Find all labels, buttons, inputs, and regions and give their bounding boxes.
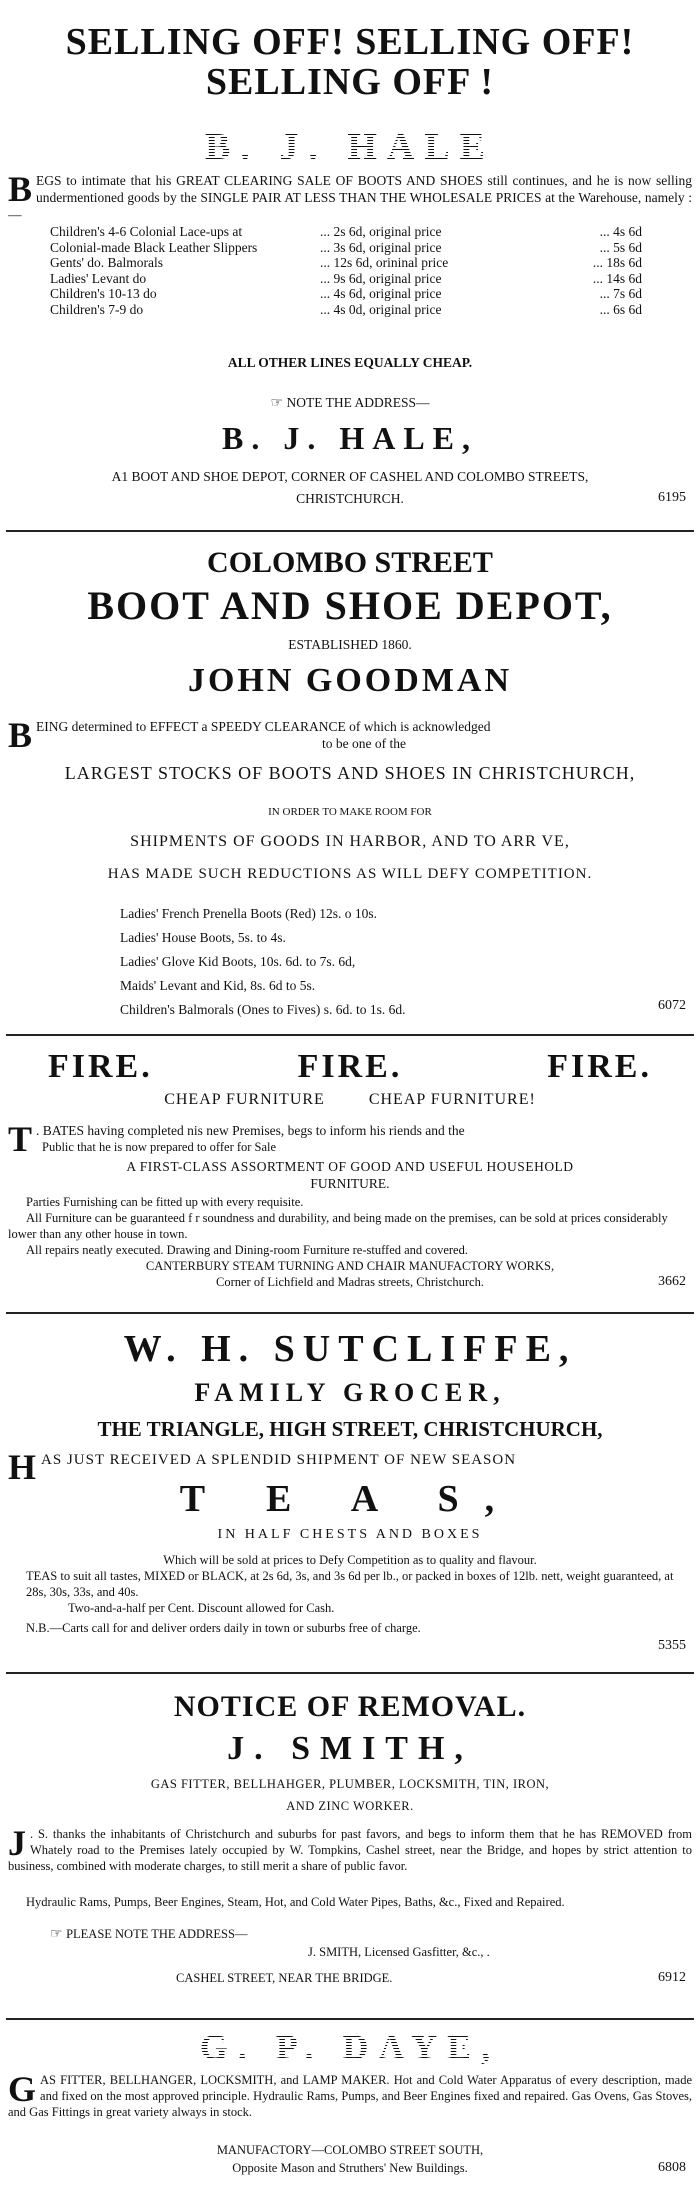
goodman-advert: [0, 534, 700, 1034]
goodman-name: JOHN GOODMAN: [187, 662, 513, 699]
goodman-dropcap: B: [8, 715, 33, 755]
sutcliffe-address: THE TRIANGLE, HIGH STREET, CHRISTCHURCH,: [97, 1417, 603, 1441]
bates-line-9: Corner of Lichfield and Madras streets, Christchurch.: [216, 1275, 484, 1289]
smith-line-2: Hydraulic Rams, Pumps, Beer Engines, Steam, Hot, and Cold Water Pipes, Baths, &c., Fixed and Repaired.: [26, 1895, 565, 1909]
daye-number: 6808: [658, 2160, 686, 2175]
smith-note: ☞ PLEASE NOTE THE ADDRESS—: [50, 1927, 248, 1942]
list-item: Children's 4-6 Colonial Lace-ups at ... 2s 6d, original price ... 4s 6d: [50, 224, 642, 239]
bates-fire-row: [8, 1048, 692, 1086]
bates-cheap-row: [8, 1090, 692, 1110]
bates-cheap-2: CHEAP FURNITURE!: [368, 1091, 536, 1108]
sutcliffe-line-4: Two-and-a-half per Cent. Discount allowed for Cash.: [68, 1601, 335, 1615]
sutcliffe-line-5: N.B.—Carts call for and deliver orders daily in town or suburbs free of charge.: [26, 1621, 421, 1635]
smith-advert: [0, 1676, 700, 2016]
hale-address-1: A1 BOOT AND SHOE DEPOT, CORNER OF CASHEL AND COLOMBO STREETS,: [111, 469, 589, 484]
bates-dropcap: T: [8, 1119, 33, 1159]
bates-line-4: FURNITURE.: [310, 1176, 390, 1191]
sutcliffe-line-2: Which will be sold at prices to Defy Competition as to quality and flavour.: [163, 1553, 537, 1567]
hale-dropcap: B: [8, 169, 33, 209]
smith-trades-2: AND ZINC WORKER.: [286, 1799, 414, 1813]
hale-name: B. J. HALE,: [221, 420, 479, 456]
divider: [6, 1672, 694, 1674]
bates-number: 3662: [658, 1274, 686, 1289]
goodman-title-1: COLOMBO STREET: [207, 546, 493, 579]
sutcliffe-teas: T E A S,: [179, 1478, 521, 1520]
bates-line-5: Parties Furnishing can be fitted up with every requisite.: [26, 1195, 304, 1209]
list-item: Maids' Levant and Kid, 8s. 6d to 5s.: [120, 978, 316, 993]
goodman-line-4: IN ORDER TO MAKE ROOM FOR: [268, 806, 432, 818]
divider: [6, 1034, 694, 1036]
smith-name: J. SMITH,: [227, 1730, 473, 1767]
bates-line-6: All Furniture can be guaranteed f r soundness and durability, and being made on the premises, can be sold at prices considerably lower than any other house in town.: [8, 1211, 668, 1241]
hale-intro: BEGS to intimate that his GREAT CLEARING SALE OF BOOTS AND SHOES still continues, and he is now selling undermentioned goods by the SINGLE PAIR AT LESS THAN THE WHOLESALE PRICES at the Warehouse, namely :—: [8, 169, 692, 222]
goodman-line-3: LARGEST STOCKS OF BOOTS AND SHOES IN CHRISTCHURCH,: [64, 763, 636, 783]
sutcliffe-dropcap: H: [8, 1447, 38, 1487]
goodman-items: [120, 902, 692, 1022]
goodman-line-6: HAS MADE SUCH REDUCTIONS AS WILL DEFY COMPETITION.: [107, 866, 593, 882]
smith-sig: J. SMITH, Licensed Gasfitter, &c., .: [308, 1945, 490, 1959]
goodman-established: ESTABLISHED 1860.: [288, 637, 412, 652]
hale-number: 6195: [658, 490, 686, 505]
smith-notice: NOTICE OF REMOVAL.: [173, 1690, 527, 1723]
list-item: Ladies' House Boots, 5s. to 4s.: [120, 930, 286, 945]
hale-all-other: ALL OTHER LINES EQUALLY CHEAP.: [227, 355, 473, 370]
goodman-number: 6072: [658, 998, 686, 1013]
bates-line-7: All repairs neatly executed. Drawing and Dining-room Furniture re-stuffed and covered.: [26, 1243, 468, 1257]
hale-headline-2: SELLING OFF !: [205, 61, 495, 103]
sutcliffe-trade: FAMILY GROCER,: [194, 1378, 506, 1407]
daye-name: G. P. DAYE,: [199, 2027, 501, 2067]
divider: [6, 1312, 694, 1314]
bates-line-3: A FIRST-CLASS ASSORTMENT OF GOOD AND USEFUL HOUSEHOLD: [126, 1159, 574, 1174]
list-item: Children's 7-9 do ... 4s 0d, original price ... 6s 6d: [50, 301, 642, 317]
goodman-title-2: BOOT AND SHOE DEPOT,: [87, 583, 613, 628]
bates-fire-2: FIRE.: [297, 1048, 403, 1085]
sutcliffe-number: 5355: [658, 1638, 686, 1653]
hale-address-2: CHRISTCHURCH.: [296, 491, 404, 506]
hale-price-list: [0, 224, 700, 317]
hale-note: ☞ NOTE THE ADDRESS—: [270, 395, 430, 411]
list-item: Ladies' Glove Kid Boots, 10s. 6d. to 7s. 6d,: [120, 954, 356, 969]
bates-fire-1: FIRE.: [48, 1048, 153, 1085]
hale-advert: [0, 0, 700, 528]
daye-line-3: Opposite Mason and Struthers' New Buildings.: [232, 2161, 468, 2175]
goodman-intro: BEING determined to EFFECT a SPEEDY CLEARANCE of which is acknowledged to be one of the: [8, 715, 491, 755]
divider: [6, 2018, 694, 2020]
sutcliffe-advert: [0, 1316, 700, 1672]
daye-dropcap: G: [8, 2069, 37, 2109]
smith-number: 6912: [658, 1970, 686, 1985]
sutcliffe-chests: IN HALF CHESTS AND BOXES: [217, 1527, 483, 1542]
list-item: Ladies' Levant do ... 9s 6d, original price ... 14s 6d: [50, 270, 642, 286]
pointing-hand-icon: ☞: [50, 1927, 67, 1942]
bates-cheap-1: CHEAP FURNITURE: [164, 1091, 325, 1108]
list-item: Ladies' French Prenella Boots (Red) 12s. o 10s.: [120, 906, 378, 921]
sutcliffe-name: W. H. SUTCLIFFE,: [123, 1328, 577, 1370]
smith-trades-1: GAS FITTER, BELLHAHGER, PLUMBER, LOCKSMITH, TIN, IRON,: [150, 1777, 550, 1791]
bates-fire-3: FIRE.: [547, 1048, 652, 1085]
daye-body: GAS FITTER, BELLHANGER, LOCKSMITH, and LAMP MAKER. Hot and Cold Water Apparatus of every description, made and fixed on the most approved principle. Hydraulic Rams, Pumps, and Beer Engines fixed and repaired. Gas Ovens, Gas Stoves, and Gas Fittings in great variety always in stock.: [8, 2069, 692, 2119]
smith-dropcap: J: [8, 1823, 26, 1863]
sutcliffe-line-3: TEAS to suit all tastes, MIXED or BLACK, at 2s 6d, 3s, and 3s 6d per lb., or packed in boxes of 12lb. nett, weight guaranteed, at 28s, 30s, 33s, and 40s.: [26, 1569, 674, 1599]
list-item: Children's Balmorals (Ones to Fives) s. 6d. to 1s. 6d.: [120, 1002, 406, 1017]
hale-headline-1: SELLING OFF! SELLING OFF!: [65, 21, 635, 63]
hale-name-display: B. J. HALE: [204, 126, 496, 168]
daye-line-2: MANUFACTORY—COLOMBO STREET SOUTH,: [216, 2143, 484, 2157]
bates-intro: T . BATES having completed nis new Premises, begs to inform his riends and the Public that he is now prepared to offer for Sale: [8, 1119, 465, 1159]
daye-advert: [0, 2022, 700, 2196]
goodman-line-5: SHIPMENTS OF GOODS IN HARBOR, AND TO ARR VE,: [130, 833, 570, 850]
list-item: Gents' do. Balmorals ... 12s 6d, orininal price ... 18s 6d: [50, 255, 642, 270]
divider: [6, 530, 694, 532]
pointing-hand-icon: ☞: [270, 396, 287, 411]
bates-advert: [0, 1038, 700, 1310]
bates-line-8: CANTERBURY STEAM TURNING AND CHAIR MANUFACTORY WORKS,: [145, 1259, 555, 1273]
smith-street: CASHEL STREET, NEAR THE BRIDGE.: [176, 1971, 393, 1985]
smith-body: J . S. thanks the inhabitants of Christchurch and suburbs for past favors, and begs to inform them that he has REMOVED from Whately road to the Premises lately occupied by W. Tompkins, Cashel street, near the Bridge, and hopes by strict attention to business, combined with moderate charges, to still merit a share of public favor.: [8, 1823, 692, 1873]
list-item: Children's 10-13 do ... 4s 6d, original price ... 7s 6d: [50, 286, 642, 301]
sutcliffe-intro: HAS JUST RECEIVED A SPLENDID SHIPMENT OF NEW SEASON: [8, 1447, 517, 1487]
list-item: Colonial-made Black Leather Slippers ... 3s 6d, original price ... 5s 6d: [50, 239, 642, 255]
